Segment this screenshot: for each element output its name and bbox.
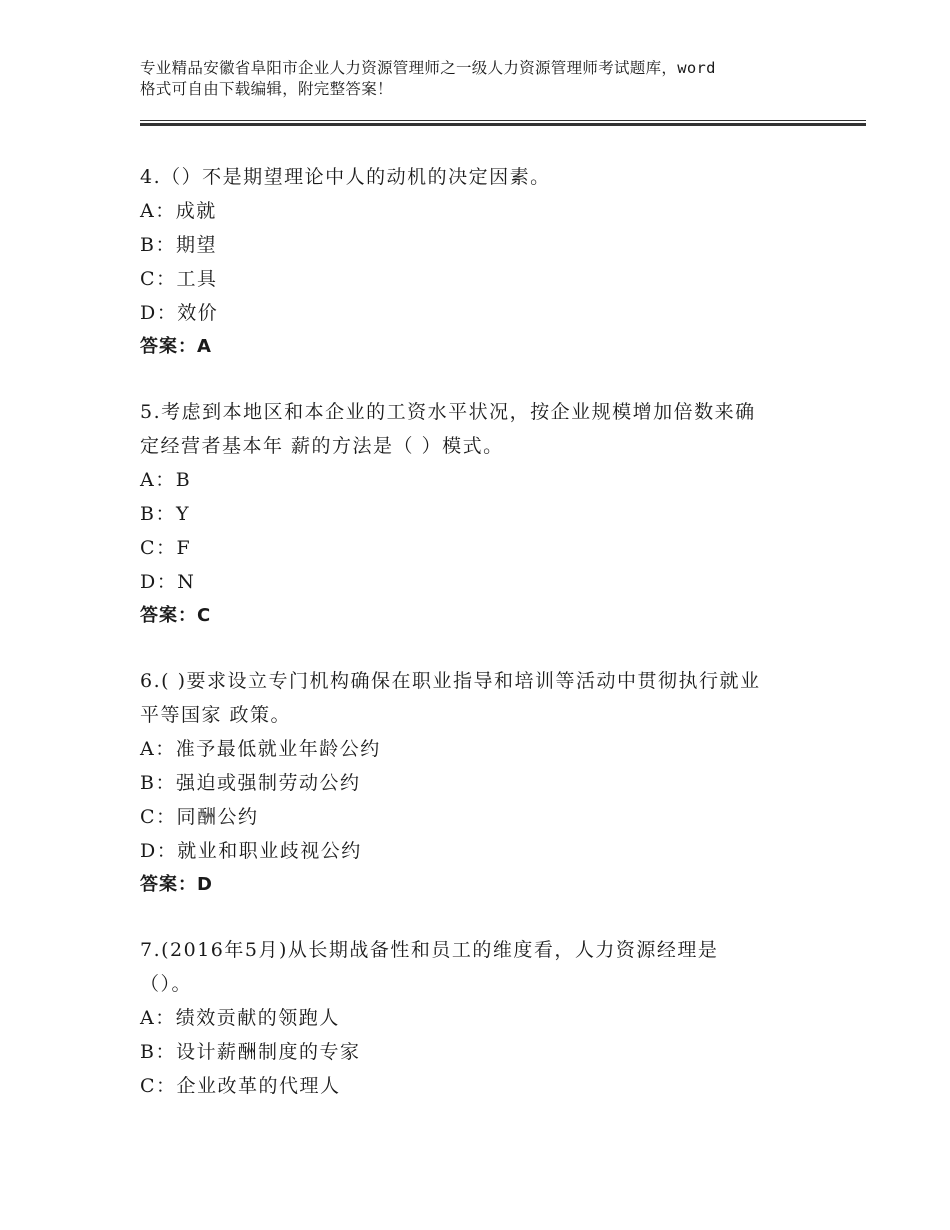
question-stem: 5.考虑到本地区和本企业的工资水平状况，按企业规模增加倍数来确 — [140, 401, 756, 423]
question-5 — [140, 395, 830, 633]
question-list — [140, 160, 830, 1134]
header-title-line-1: 专业精品安徽省阜阳市企业人力资源管理师之一级人力资源管理师考试题库，word — [140, 59, 716, 77]
header-divider-thick — [140, 123, 866, 126]
question-stem: 4.（）不是期望理论中人的动机的决定因素。 — [140, 166, 551, 188]
option-c: C：企业改革的代理人 — [140, 1075, 341, 1097]
question-stem-continued: 定经营者基本年 薪的方法是（ ）模式。 — [140, 435, 504, 457]
option-c: C：F — [140, 537, 192, 559]
document-header — [140, 58, 830, 100]
option-d: D：N — [140, 571, 196, 593]
answer-label: 答案：C — [140, 605, 212, 626]
question-7 — [140, 933, 830, 1103]
option-c: C：工具 — [140, 268, 218, 290]
question-6 — [140, 664, 830, 902]
question-stem: 6.( )要求设立专门机构确保在职业指导和培训等活动中贯彻执行就业 — [140, 670, 761, 692]
option-a: A：绩效贡献的领跑人 — [140, 1007, 340, 1029]
header-title-line-2: 格式可自由下载编辑，附完整答案！ — [140, 80, 393, 98]
option-d: D：就业和职业歧视公约 — [140, 840, 362, 862]
option-b: B：设计薪酬制度的专家 — [140, 1041, 361, 1063]
answer-label: 答案：D — [140, 874, 213, 895]
question-stem: 7.(2016年5月)从长期战备性和员工的维度看，人力资源经理是 — [140, 939, 719, 961]
question-4 — [140, 160, 830, 364]
option-d: D：效价 — [140, 302, 219, 324]
header-divider-thin — [140, 120, 866, 121]
option-a: A：准予最低就业年龄公约 — [140, 738, 381, 760]
option-b: B：强迫或强制劳动公约 — [140, 772, 361, 794]
option-c: C：同酬公约 — [140, 806, 259, 828]
option-b: B：Y — [140, 503, 191, 525]
option-b: B：期望 — [140, 234, 217, 256]
option-a: A：B — [140, 469, 192, 491]
answer-label: 答案：A — [140, 336, 212, 357]
question-stem-continued: 平等国家 政策。 — [140, 704, 292, 726]
question-stem-continued: （）。 — [140, 973, 193, 995]
option-a: A：成就 — [140, 200, 217, 222]
